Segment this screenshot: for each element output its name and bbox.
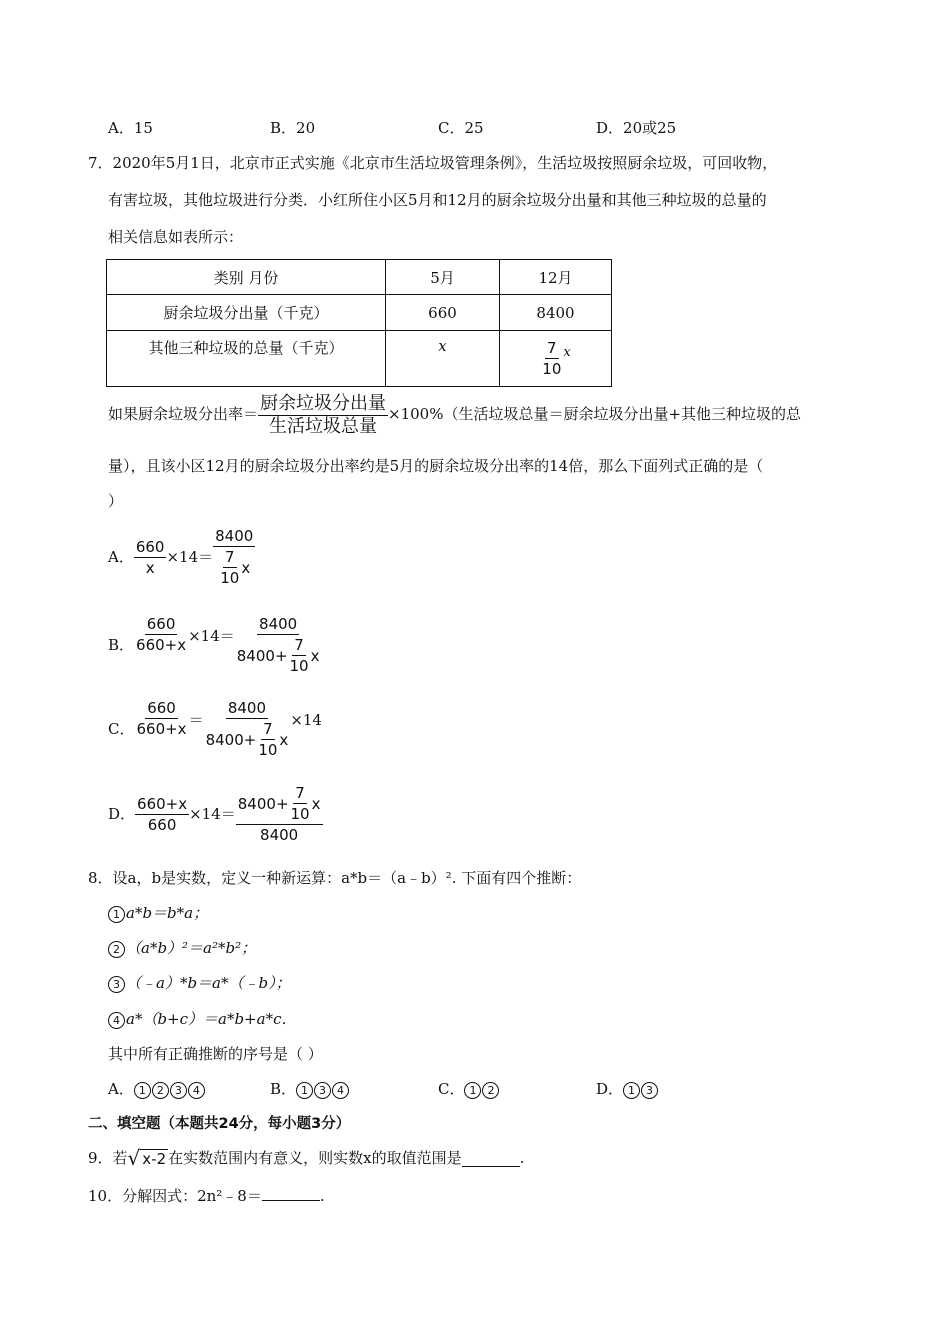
operator: ×14＝ [166,548,214,566]
table-cell: 厨余垃圾分出量（千克） [107,295,386,331]
rate-fraction [258,393,388,438]
option-label: A． [108,548,134,566]
option-label: B． [270,1080,297,1098]
circled-number: 1 [296,1082,313,1099]
fraction-variable: x [310,646,320,665]
table-cell: 其他三种垃圾的总量（千克） [107,331,386,387]
fraction-variable: x [241,558,251,577]
denominator-prefix: 8400+ [205,730,257,749]
answer-blank[interactable] [462,1150,520,1167]
fraction-numerator: 660 [147,699,176,717]
denominator-prefix: 8400+ [236,646,288,665]
q8-intro: 8．设a，b是实数，定义一种新运算：a*b＝（a﹣b）². 下面有四个推断： [88,869,582,887]
q8-item-3 [108,973,291,993]
fraction-numerator: 8400 [259,615,298,633]
option-label: B． [108,636,135,654]
q7-line6: ） [108,492,124,510]
fraction-numerator: 8400 [227,699,267,717]
q6-option-d: D．20或25 [596,119,677,137]
q7-line1: 7．2020年5月1日，北京市正式实施《北京市生活垃圾管理条例》，生活垃圾按照厨余垃圾，可回收物， [88,154,778,172]
fraction-numerator: 8400 [215,527,254,545]
circled-number: 4 [188,1082,205,1099]
q7-option-a [108,526,255,588]
fraction-numerator: 660 [135,537,165,556]
item-text: （a*b）²＝a²*b²； [126,939,257,957]
q10-end: . [319,1187,325,1205]
option-label: C． [438,1080,465,1098]
q8-question: 其中所有正确推断的序号是（ ） [108,1045,323,1063]
fraction-numerator: 7 [225,548,235,566]
table-cell: 660 [386,295,500,331]
circled-number: 1 [464,1082,481,1099]
q6-option-a: A．15 [108,119,153,137]
rate-denominator: 生活垃圾总量 [269,415,378,437]
fraction-denominator: 10 [290,805,310,823]
circled-number: 3 [108,976,125,993]
fraction-denominator: 660 [147,815,177,834]
fraction-denominator: 660+x [136,720,187,738]
circled-number: 4 [332,1082,349,1099]
radical-icon: √ [127,1146,141,1170]
option-label: D． [596,1080,624,1098]
formula-suffix: ×100%（生活垃圾总量＝厨余垃圾分出量+其他三种垃圾的总 [388,405,802,423]
fraction-denominator: x [145,558,155,577]
fraction-variable: x [279,730,289,749]
circled-number: 1 [108,906,125,923]
answer-blank[interactable] [262,1184,320,1201]
q7-option-c [108,698,322,760]
fraction-denominator: 10 [220,569,240,587]
q8-option-d [596,1079,659,1099]
item-text: a*b＝b*a； [126,904,209,922]
section-title: 二、填空题（本题共24分，每小题3分） [88,1116,351,1132]
numerator-prefix: 8400+ [237,794,289,813]
fraction-variable: x [563,345,571,360]
q9 [88,1148,524,1168]
q6-option-b: B．20 [270,119,316,137]
rate-numerator: 厨余垃圾分出量 [260,392,387,414]
fraction-denominator: 8400 [260,826,299,844]
table-header-may: 5月 [386,260,500,295]
option-label: D． [108,805,136,823]
option-label: A． [108,1080,134,1098]
circled-number: 2 [108,941,125,958]
sqrt-expression [128,1148,169,1168]
q9-suffix: 在实数范围内有意义，则实数x的取值范围是 [168,1149,462,1167]
fraction-denominator: 10 [542,360,562,378]
table-row [107,331,612,387]
q7-option-b [108,614,322,676]
q8-option-a [108,1079,206,1099]
item-text: （﹣a）*b＝a*（﹣b）； [126,974,291,992]
operator: ＝ [188,711,204,729]
q8-item-1 [108,903,208,923]
circled-number: 1 [623,1082,640,1099]
radicand: x-2 [142,1150,167,1168]
circled-number: 2 [482,1082,499,1099]
q8-item-4 [108,1009,296,1029]
circled-number: 1 [134,1082,151,1099]
circled-number: 4 [108,1012,125,1029]
operator: ×14 [290,711,322,729]
q10 [88,1184,325,1206]
fraction-numerator: 7 [295,784,305,802]
table-cell-fraction [500,331,612,387]
q8-option-b [270,1079,350,1099]
q10-text: 10．分解因式：2n²﹣8＝ [88,1187,262,1205]
circled-number: 3 [314,1082,331,1099]
operator: ×14＝ [189,805,236,823]
circled-number: 3 [641,1082,658,1099]
q7-line2: 有害垃圾，其他垃圾进行分类．小红所住小区5月和12月的厨余垃圾分出量和其他三种垃圾的总量的 [108,191,767,209]
q6-option-c: C．25 [438,119,484,137]
q7-option-d [108,783,323,845]
table-row [107,260,612,295]
fraction-numerator: 7 [294,636,304,654]
q8-option-c [438,1079,500,1099]
fraction-denominator: 10 [258,741,278,759]
table-header-dec: 12月 [500,260,612,295]
q7-line3: 相关信息如表所示： [108,228,244,246]
table-header-category: 类别 月份 [107,260,386,295]
fraction-numerator: 660 [146,615,176,633]
fraction-numerator: 7 [263,720,273,738]
q8-item-2 [108,938,256,958]
q9-prefix: 9．若 [88,1149,128,1167]
fraction-denominator: 10 [289,657,309,675]
fraction-variable: x [311,794,321,813]
option-label: C． [108,720,135,738]
item-text: a*（b+c）＝a*b+a*c． [126,1010,297,1028]
table-cell: x [386,331,500,387]
formula-prefix: 如果厨余垃圾分出率＝ [108,405,259,423]
circled-number: 3 [170,1082,187,1099]
circled-number: 2 [152,1082,169,1099]
q9-end: . [519,1149,525,1167]
q7-formula-line [108,391,801,438]
fraction-denominator: 660+x [136,636,187,654]
q7-line5: 量），且该小区12月的厨余垃圾分出率约是5月的厨余垃圾分出率的14倍，那么下面列式正确的是（ [108,457,764,475]
table-row [107,295,612,331]
q7-data-table [106,259,612,387]
operator: ×14＝ [188,627,235,645]
fraction-numerator: 660+x [137,794,188,813]
table-cell: 8400 [500,295,612,331]
fraction-numerator: 7 [547,339,557,357]
